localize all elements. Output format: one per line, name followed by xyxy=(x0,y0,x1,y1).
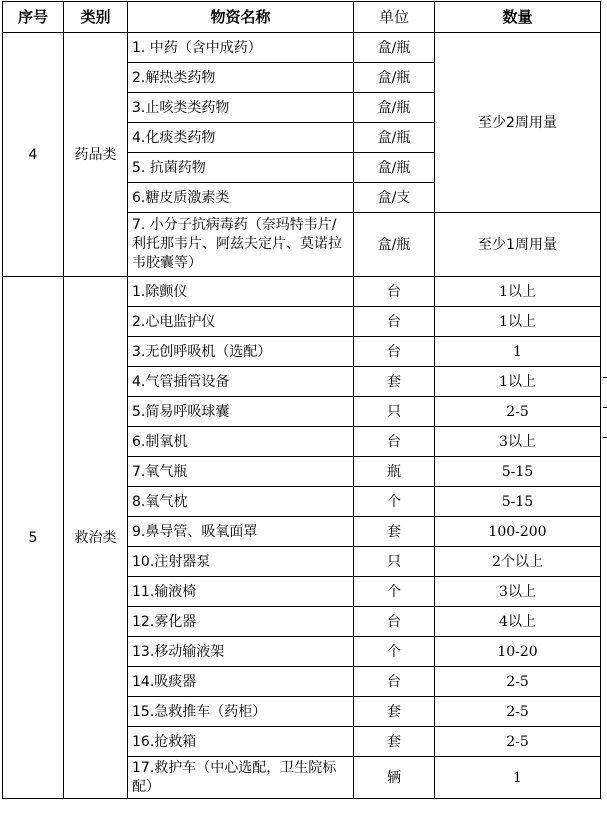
item-unit: 台 xyxy=(354,427,435,457)
supplies-table xyxy=(2,1,601,799)
item-name: 13.移动输液架 xyxy=(128,637,354,667)
item-quantity: 至少1周用量 xyxy=(435,213,601,277)
item-quantity: 3以上 xyxy=(435,427,601,457)
item-quantity: 2-5 xyxy=(435,727,601,757)
item-quantity: 1以上 xyxy=(435,367,601,397)
item-quantity: 5-15 xyxy=(435,457,601,487)
item-name: 2.心电监护仪 xyxy=(128,307,354,337)
group-category: 救治类 xyxy=(64,277,128,799)
item-unit: 套 xyxy=(354,697,435,727)
item-unit: 台 xyxy=(354,307,435,337)
item-quantity: 1以上 xyxy=(435,277,601,307)
edge-line xyxy=(603,437,607,438)
item-unit: 台 xyxy=(354,337,435,367)
item-quantity: 2-5 xyxy=(435,667,601,697)
item-unit: 个 xyxy=(354,487,435,517)
item-name: 6.制氧机 xyxy=(128,427,354,457)
item-unit: 台 xyxy=(354,667,435,697)
item-unit: 套 xyxy=(354,367,435,397)
item-name: 5.简易呼吸球囊 xyxy=(128,397,354,427)
item-name: 17.救护车（中心选配，卫生院标配） xyxy=(128,757,354,799)
item-quantity: 1以上 xyxy=(435,307,601,337)
item-quantity: 5-15 xyxy=(435,487,601,517)
item-unit: 盒/瓶 xyxy=(354,93,435,123)
item-name: 7. 小分子抗病毒药（奈玛特韦片/利托那韦片、阿兹夫定片、莫诺拉韦胶囊等） xyxy=(128,213,354,277)
item-name: 15.急救推车（药柜） xyxy=(128,697,354,727)
item-name: 6.糖皮质激素类 xyxy=(128,183,354,213)
item-unit: 盒/支 xyxy=(354,183,435,213)
item-unit: 盒/瓶 xyxy=(354,153,435,183)
edge-line xyxy=(603,407,607,408)
item-unit: 套 xyxy=(354,727,435,757)
item-name: 7.氧气瓶 xyxy=(128,457,354,487)
item-unit: 辆 xyxy=(354,757,435,799)
item-unit: 套 xyxy=(354,517,435,547)
item-name: 1.除颤仪 xyxy=(128,277,354,307)
item-name: 16.抢救箱 xyxy=(128,727,354,757)
item-quantity: 2-5 xyxy=(435,697,601,727)
item-unit: 只 xyxy=(354,547,435,577)
item-unit: 盒/瓶 xyxy=(354,123,435,153)
item-name: 4.气管插管设备 xyxy=(128,367,354,397)
item-quantity: 10-20 xyxy=(435,637,601,667)
header-index: 序号 xyxy=(3,2,64,33)
item-quantity: 1 xyxy=(435,757,601,799)
item-quantity: 2-5 xyxy=(435,397,601,427)
item-quantity: 4以上 xyxy=(435,607,601,637)
item-unit: 台 xyxy=(354,277,435,307)
item-quantity: 1 xyxy=(435,337,601,367)
item-unit: 台 xyxy=(354,607,435,637)
item-quantity: 3以上 xyxy=(435,577,601,607)
header-quantity: 数量 xyxy=(435,2,601,33)
item-unit: 个 xyxy=(354,577,435,607)
item-unit: 瓶 xyxy=(354,457,435,487)
item-name: 3.无创呼吸机（选配） xyxy=(128,337,354,367)
item-name: 14.吸痰器 xyxy=(128,667,354,697)
header-row xyxy=(3,2,601,33)
item-name: 8.氧气枕 xyxy=(128,487,354,517)
item-name: 5. 抗菌药物 xyxy=(128,153,354,183)
item-unit: 只 xyxy=(354,397,435,427)
item-quantity: 100-200 xyxy=(435,517,601,547)
item-name: 4.化痰类药物 xyxy=(128,123,354,153)
item-unit: 个 xyxy=(354,637,435,667)
item-name: 10.注射器泵 xyxy=(128,547,354,577)
item-name: 1. 中药（含中成药） xyxy=(128,33,354,63)
item-name: 9.鼻导管、吸氧面罩 xyxy=(128,517,354,547)
table-row xyxy=(3,277,601,307)
item-unit: 盒/瓶 xyxy=(354,33,435,63)
item-name: 3.止咳类类药物 xyxy=(128,93,354,123)
item-quantity: 2个以上 xyxy=(435,547,601,577)
group-index: 4 xyxy=(3,33,64,277)
item-name: 12.雾化器 xyxy=(128,607,354,637)
item-name: 2.解热类药物 xyxy=(128,63,354,93)
edge-line xyxy=(603,377,607,378)
item-unit: 盒/瓶 xyxy=(354,63,435,93)
item-name: 11.输液椅 xyxy=(128,577,354,607)
item-unit: 盒/瓶 xyxy=(354,213,435,277)
group-index: 5 xyxy=(3,277,64,799)
item-quantity: 至少2周用量 xyxy=(435,33,601,213)
header-category: 类别 xyxy=(64,2,128,33)
header-unit: 单位 xyxy=(354,2,435,33)
group-category: 药品类 xyxy=(64,33,128,277)
table-row xyxy=(3,33,601,63)
header-name: 物资名称 xyxy=(128,2,354,33)
